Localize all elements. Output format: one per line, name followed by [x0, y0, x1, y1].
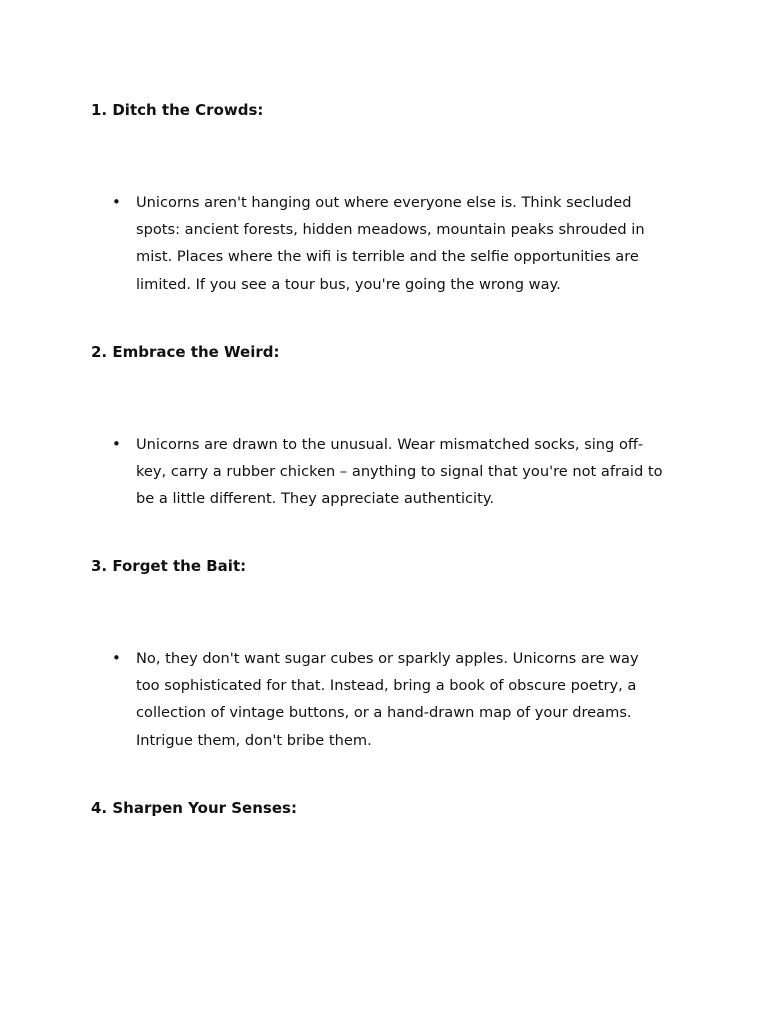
section-heading-2: 2. Embrace the Weird: [91, 343, 280, 361]
bullet-item-2 [108, 431, 668, 513]
section-heading-4: 4. Sharpen Your Senses: [91, 799, 297, 817]
bullet-item-3 [108, 645, 668, 754]
bullet-text-3: No, they don't want sugar cubes or sparkly apples. Unicorns are way too sophisticated for that. Instead, bring a book of obscure poetry, a collection of vintage buttons, or a hand-drawn map of your dreams. Intrigue them, don't bribe them. [136, 650, 639, 749]
bullet-marker: • [112, 649, 121, 667]
section-heading-3: 3. Forget the Bait: [91, 557, 247, 575]
bullet-marker: • [112, 193, 121, 211]
bullet-marker: • [112, 435, 121, 453]
bullet-text-2: Unicorns are drawn to the unusual. Wear mismatched socks, sing off-key, carry a rubber chicken – anything to signal that you're not afraid to be a little different. They appreciate authenticity. [136, 436, 663, 508]
section-heading-1: 1. Ditch the Crowds: [91, 101, 264, 119]
bullet-text-1: Unicorns aren't hanging out where everyone else is. Think secluded spots: ancient forests, hidden meadows, mountain peaks shrouded in mist. Places where the wifi is terrible and the selfie opportunities are limited. If you see a tour bus, you're going the wrong way. [136, 194, 645, 293]
bullet-item-1 [108, 189, 668, 298]
